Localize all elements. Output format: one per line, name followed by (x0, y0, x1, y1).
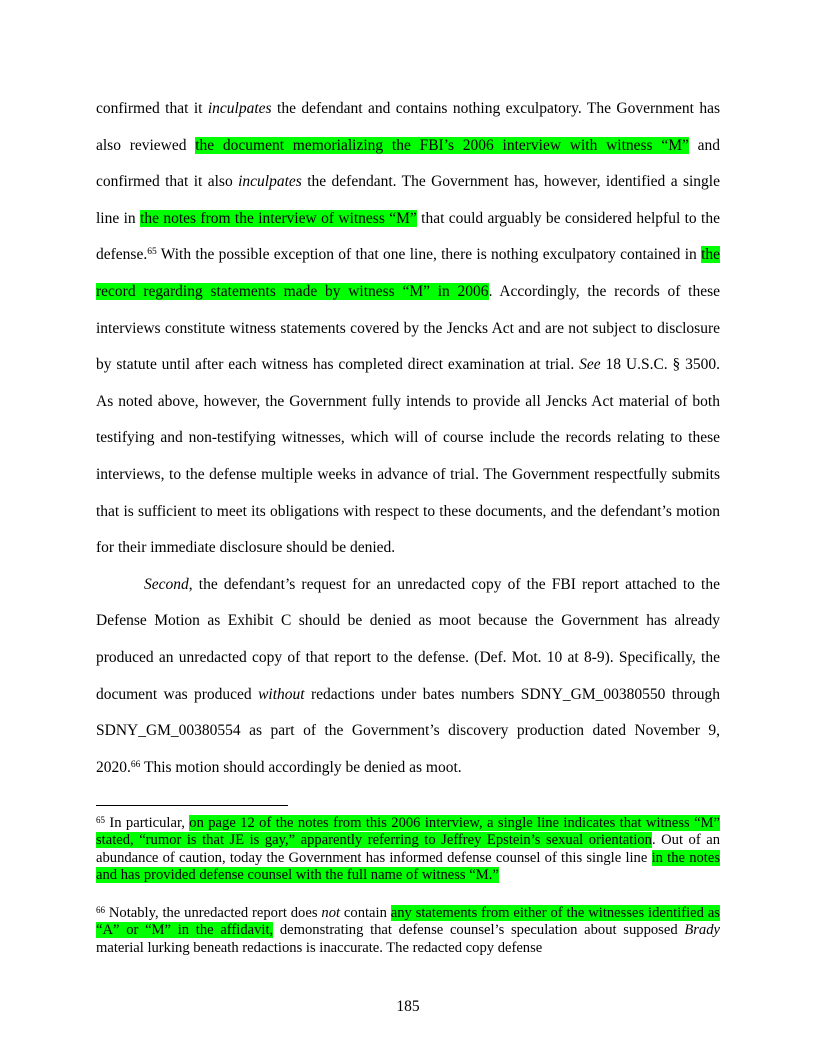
highlighted-text: on page 12 of the notes from this 2006 interview, a single line indicates that witness “M” stated, “rumor is that JE is gay,” apparently referring to Jeffrey Epstein’s sexual orientation (96, 815, 721, 849)
paragraph-jencks-act: confirmed that it inculpates the defendant and contains nothing exculpatory. The Government has also reviewed the document memorializing the FBI’s 2006 interview with witness “M” and confirmed that it also inculpates the defendant. The Government has, however, identified a single line in the notes from the interview of witness “M” that could arguably be considered helpful to the defense.$^{65}$ With the possible exception of that one line, there is nothing exculpatory contained in the record regarding statements made by witness “M” in 2006. Accordingly, the records of these interviews constitute witness statements covered by the Jencks Act and are not subject to disclosure by statute until after each witness has completed direct examination at trial. See 18 U.S.C. § 3500. As noted above, however, the Government fully intends to provide all Jencks Act material of both testifying and non-testifying witnesses, which will of course include the records relating to these interviews, to the defense multiple weeks in advance of trial. The Government respectfully submits that is sufficient to meet its obligations with respect to these documents, and the defendant’s motion for their immediate disclosure should be denied. (96, 100, 721, 557)
highlighted-text: in the notes and has provided defense counsel with the full name of witness “M.” (96, 849, 720, 884)
paragraph-second-request: Second, the defendant’s request for an unredacted copy of the FBI report attached to the Defense Motion as Exhibit C should be denied as moot because the Government has already produced an unredacted copy of that report to the defense. (Def. Mot. 10 at 8-9). Specifically, the document was produced without redactions under bates numbers SDNY_GM_00380550 through SDNY_GM_00380554 as part of the Government’s discovery production dated November 9, 2020.66 This motion should accordingly be denied as moot. (96, 575, 720, 776)
footnote-66: $^{66}$ Notably, the unredacted report does not contain any statements from either of the witnesses identified as “A” or “M” in the affidavit, demonstrating that defense counsel’s speculation about supposed Brady material lurking beneath redactions is inaccurate. The redacted copy defense (96, 905, 720, 956)
footnote-ref-65: 65 (147, 247, 157, 258)
highlighted-text: the document memorializing the FBI’s 2006 interview with witness “M” (195, 136, 689, 154)
highlighted-text: the notes from the interview of witness “M” (140, 209, 417, 227)
body-text (96, 91, 720, 786)
highlighted-text: any statements from either of the witnesses identified as “A” or “M” in the affidavit, (96, 905, 720, 939)
footnote-separator (96, 805, 288, 806)
page-number: 185 (396, 998, 420, 1015)
footnote-ref-66: 66 (130, 759, 141, 770)
highlighted-text: the record regarding statements made by witness “M” in 2006 (96, 246, 720, 300)
footnote-65: $^{65}$ In particular, on page 12 of the notes from this 2006 interview, a single line indicates that witness “M” stated, “rumor is that JE is gay,” apparently referring to Jeffrey Epstein’s sexual orientation. Out of an abundance of caution, today the Government has informed defense counsel of this single line in the notes and has provided defense counsel with the full name of witness “M.” (96, 815, 721, 884)
